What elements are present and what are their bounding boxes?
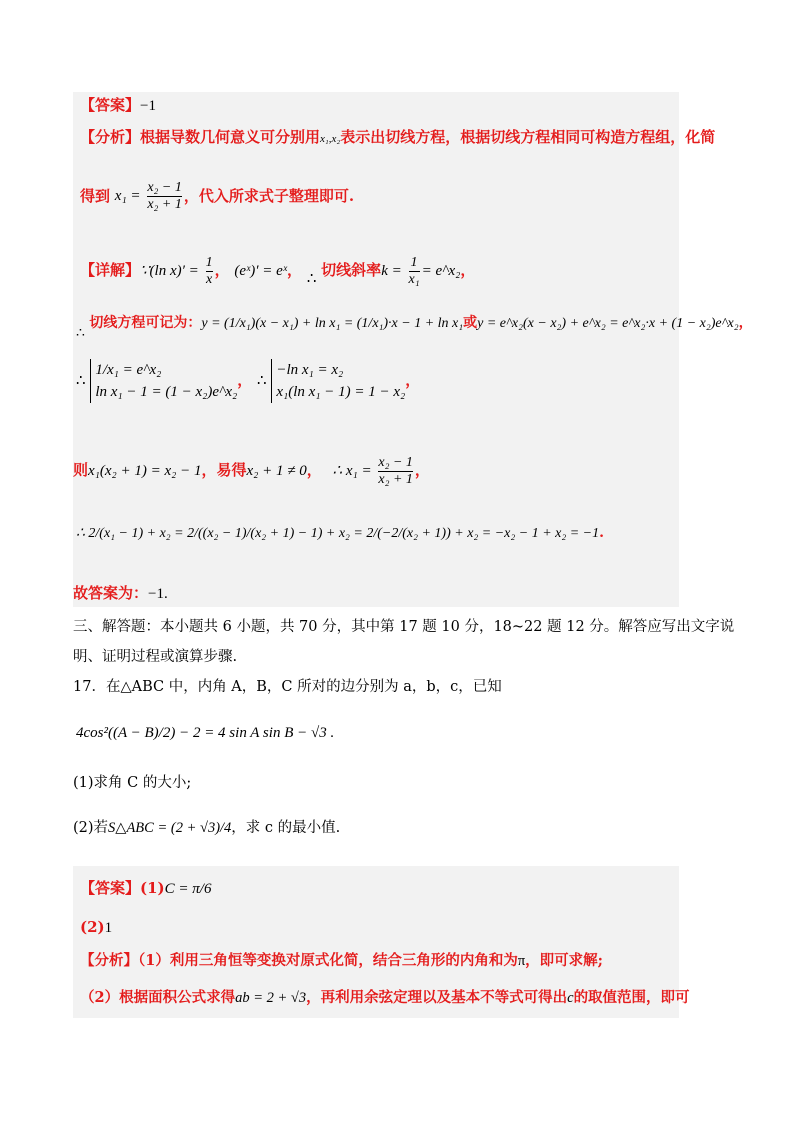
detail-or: 或 bbox=[463, 315, 478, 331]
problem-17-part-2-suffix: ，求 c 的最小值. bbox=[231, 820, 341, 836]
conclusion-text: 故答案为： bbox=[73, 584, 149, 602]
detail-then-line bbox=[73, 448, 430, 493]
analysis-text-2: 表示出切线方程，根据切线方程相同可构造方程组，化简 bbox=[340, 128, 716, 146]
answer-2-line-2 bbox=[80, 917, 112, 938]
detail-final-chain bbox=[76, 522, 604, 545]
analysis-text-1: 根据导数几何意义可分别用 bbox=[140, 128, 321, 146]
problem-17-part-2-math: S△ABC = (2 + √3)/4 bbox=[108, 820, 232, 836]
answer-2-analysis-2-c: c bbox=[567, 990, 574, 1006]
analysis-text-4: ，代入所求式子整理即可. bbox=[183, 187, 355, 205]
analysis-eq-lhs: x₁ = bbox=[114, 188, 141, 204]
answer-2-analysis-1-text: （1）利用三角恒等变换对原式化简，结合三角形的内角和为 bbox=[138, 952, 518, 969]
system-2-row-2: x₁(ln x₁ − 1) = 1 − x₂ bbox=[276, 384, 406, 400]
fraction-numerator: 1 bbox=[205, 254, 213, 270]
answer-label: 【答案】 bbox=[80, 96, 141, 114]
fraction-numerator: 1 bbox=[410, 254, 418, 270]
conclusion-value: −1. bbox=[148, 586, 168, 602]
detail-slope-fraction bbox=[409, 255, 420, 288]
analysis-text-3: 得到 bbox=[80, 187, 111, 205]
problem-17-part-1 bbox=[73, 773, 191, 793]
detail-slope-k: k = bbox=[381, 263, 402, 279]
fraction-denominator: x bbox=[205, 271, 213, 287]
fraction-denominator: x₁ bbox=[408, 271, 420, 287]
answer-2-analysis-2-text: （2）根据面积公式求得 bbox=[80, 989, 236, 1006]
answer-2-label: 【答案】 bbox=[80, 879, 141, 897]
problem-17-intro-text: 17．在△ABC 中，内角 A，B，C 所对的边分别为 a，b，c，已知 bbox=[73, 679, 502, 695]
systems-comma-2: ， bbox=[405, 371, 421, 389]
problem-17-intro bbox=[73, 677, 502, 697]
detail-slope-end: ， bbox=[460, 261, 476, 279]
answer-2-part-1: (1) bbox=[140, 879, 165, 897]
easy-text: ，易得 bbox=[201, 461, 247, 479]
analysis-label: 【分析】 bbox=[80, 128, 141, 146]
detail-comma-1: ， bbox=[214, 261, 230, 279]
x1-end: ， bbox=[414, 461, 430, 479]
therefore-symbol: ∴ bbox=[257, 373, 267, 389]
fraction-numerator: x₂ − 1 bbox=[147, 179, 182, 195]
answer-2-part-2-value: 1 bbox=[104, 920, 113, 936]
fraction-denominator: x₂ + 1 bbox=[378, 471, 413, 487]
detail-line-1 bbox=[80, 252, 475, 297]
therefore-symbol: ∴ bbox=[76, 326, 85, 341]
detail-line2-end: ， bbox=[738, 315, 753, 331]
problem-17-equation-math: 4cos²((A − B)/2) − 2 = 4 sin A sin B − √3 . bbox=[76, 725, 335, 741]
analysis-line-1 bbox=[80, 127, 715, 149]
system-1-row-2: ln x₁ − 1 = (1 − x₂)e^x₂ bbox=[95, 384, 238, 400]
detail-slope-rhs: = e^x₂ bbox=[421, 263, 461, 279]
final-chain-math: ∴ 2/(x₁ − 1) + x₂ = 2/((x₂ − 1)/(x₂ + 1) − 1) + x₂ = 2/(−2/(x₂ + 1)) + x₂ = −x₂ − 1 + x₂ = −1 bbox=[76, 526, 600, 541]
conclusion-line bbox=[73, 583, 168, 604]
easy-end: ， bbox=[306, 461, 322, 479]
then-math: x₁(x₂ + 1) = x₂ − 1 bbox=[88, 463, 202, 479]
detail-label: 【详解】 bbox=[80, 261, 141, 279]
analysis-vars: x₁,x₂ bbox=[320, 133, 341, 145]
system-1-row-1: 1/x₁ = e^x₂ bbox=[95, 362, 162, 378]
answer-2-part-1-math: C = π/6 bbox=[164, 881, 212, 897]
analysis-eq-fraction bbox=[147, 180, 182, 213]
detail-systems bbox=[76, 352, 420, 409]
problem-17-equation bbox=[76, 722, 334, 743]
section-header-1: 三、解答题：本小题共 6 小题，共 70 分，其中第 17 题 10 分，18~22 题 12 分。解答应写出文字说 bbox=[73, 619, 735, 635]
analysis-line-2 bbox=[80, 175, 354, 216]
section-header-2: 明、证明过程或演算步骤. bbox=[73, 649, 238, 665]
therefore-symbol: ∴ bbox=[76, 373, 86, 389]
detail-derivative-ln: ∵(ln x)′ = bbox=[140, 263, 199, 279]
answer-2-analysis-2 bbox=[80, 988, 690, 1008]
answer-2-analysis-label: 【分析】 bbox=[80, 952, 138, 969]
detail-tangent-text: 切线方程可记为： bbox=[89, 315, 202, 331]
answer-2-part-2: (2) bbox=[80, 918, 105, 936]
answer-line-1 bbox=[80, 95, 156, 116]
fraction-numerator: x₂ − 1 bbox=[378, 454, 413, 470]
answer-2-analysis-2-math: ab = 2 + √3 bbox=[235, 990, 307, 1006]
final-dot: . bbox=[599, 525, 605, 541]
detail-fraction-1 bbox=[206, 255, 213, 288]
problem-17-part-2-prefix: (2)若 bbox=[73, 820, 109, 836]
detail-derivative-exp: (eˣ)′ = eˣ bbox=[234, 263, 288, 279]
answer-2-analysis-1 bbox=[80, 951, 603, 971]
systems-comma-1: ， bbox=[237, 371, 253, 389]
equation-system-2 bbox=[271, 359, 405, 403]
section-header-line-2 bbox=[73, 647, 237, 667]
easy-math: x₂ + 1 ≠ 0 bbox=[246, 463, 307, 479]
x1-expression: ∴ x₁ = bbox=[332, 463, 372, 479]
answer-2-analysis-pi: π bbox=[517, 953, 526, 969]
answer-value: −1 bbox=[140, 98, 156, 114]
section-header-line-1 bbox=[73, 617, 734, 637]
answer-2-analysis-2-end: 的取值范围，即可 bbox=[573, 989, 690, 1006]
x1-fraction bbox=[378, 455, 413, 488]
fraction-denominator: x₂ + 1 bbox=[147, 196, 182, 212]
detail-tangent-eq-1: y = (1/x₁)(x − x₁) + ln x₁ = (1/x₁)·x − 1 + ln x₁ bbox=[201, 316, 464, 331]
answer-2-analysis-1-end: ，即可求解; bbox=[525, 952, 604, 969]
detail-tangent-eq-2: y = e^x₂(x − x₂) + e^x₂ = e^x₂·x + (1 − x₂)e^x₂ bbox=[477, 316, 739, 331]
detail-comma-2: ， bbox=[287, 261, 303, 279]
answer-2-analysis-2-mid: ，再利用余弦定理以及基本不等式可得出 bbox=[306, 989, 568, 1006]
system-2-row-1: −ln x₁ = x₂ bbox=[276, 362, 344, 378]
therefore-symbol: ∴ bbox=[306, 271, 317, 287]
detail-line-2 bbox=[76, 306, 753, 351]
equation-system-1 bbox=[90, 359, 237, 403]
problem-17-part-2 bbox=[73, 818, 340, 838]
then-text: 则 bbox=[73, 461, 89, 479]
detail-slope-text: 切线斜率 bbox=[321, 261, 382, 279]
problem-17-part-1-text: (1)求角 C 的大小; bbox=[73, 775, 192, 791]
answer-2-line-1 bbox=[80, 876, 211, 901]
